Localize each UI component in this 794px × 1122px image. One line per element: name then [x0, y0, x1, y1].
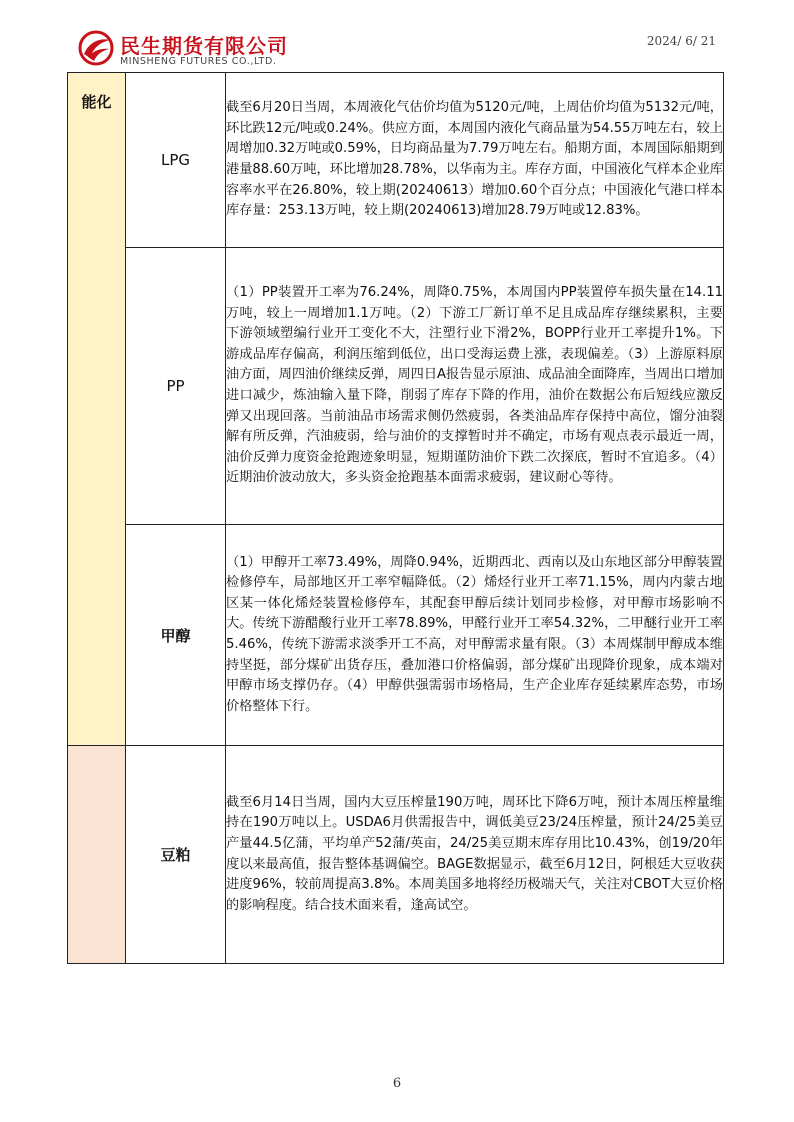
page-number: 6 — [392, 1076, 402, 1091]
analysis-text-soymeal: 截至6月14日当周，国内大豆压榨量190万吨，周环比下降6万吨，预计本周压榨量维持在190万吨以上。USDA6月供需报告中，调低美豆23/24压榨量，预计24/25美豆产量44.5亿蒲，平均单产52蒲/英亩，24/25美豆期末库存用比10.43%，创19/20年度以来最高值，报告整体基调偏空。BAGE数据显示，截至6月12日，阿根廷大豆收获进度96%，较前周提高3.8%。本周美国多地将经历极端天气，关注对CBOT大豆价格的影响程度。结合技术面来看，逢高试空。 — [226, 746, 724, 964]
company-name-en: MINSHENG FUTURES CO.,LTD. — [120, 56, 277, 67]
product-cell-methanol: 甲醇 — [126, 525, 226, 746]
table-row — [68, 248, 724, 525]
analysis-text-methanol: （1）甲醇开工率73.49%，周降0.94%，近期西北、西南以及山东地区部分甲醇装置检修停车，局部地区开工率窄幅降低。（2）烯烃行业开工率71.15%，周内内蒙古地区某一体化烯烃装置检修停车，其配套甲醇后续计划同步检修，对甲醇市场影响不大。传统下游醋酸行业开工率78.89%，甲醛行业开工率54.32%，二甲醚行业开工率5.46%，传统下游需求淡季开工不高，对甲醇需求量有限。（3）本周煤制甲醇成本维持坚挺，部分煤矿出货存压，叠加港口价格偏弱，部分煤矿出现降价现象，成本端对甲醇市场支撑仍存。（4）甲醇供强需弱市场格局，生产企业库存延续累库态势，市场价格整体下行。 — [226, 525, 724, 746]
table-row — [68, 746, 724, 964]
product-cell-pp: PP — [126, 248, 226, 525]
minsheng-logo-icon — [78, 30, 114, 66]
table-row — [68, 73, 724, 248]
product-cell-lpg: LPG — [126, 73, 226, 248]
report-date: 2024/ 6/ 21 — [646, 34, 716, 48]
product-cell-soymeal: 豆粕 — [126, 746, 226, 964]
analysis-text-lpg: 截至6月20日当周，本周液化气估价均值为5120元/吨，上周估价均值为5132元/吨，环比跌12元/吨或0.24%。供应方面，本周国内液化气商品量为54.55万吨左右，较上周增加0.32万吨或0.59%，日均商品量为7.79万吨左右。船期方面，本周国际船期到港量88.60万吨，环比增加28.78%，以华南为主。库存方面，中国液化气样本企业库容率水平在26.80%，较上期(20240613）增加0.60个百分点；中国液化气港口样本库存量：253.13万吨，较上期(20240613)增加28.79万吨或12.83%。 — [226, 73, 724, 248]
analysis-text-pp: （1）PP装置开工率为76.24%，周降0.75%，本周国内PP装置停车损失量在14.11万吨，较上一周增加1.1万吨。（2）下游工厂新订单不足且成品库存继续累积，主要下游领域塑编行业开工变化不大，注塑行业下滑2%，BOPP行业开工率提升1%。下游成品库存偏高，利润压缩到低位，出口受海运费上涨，表现偏差。（3）上游原料原油方面，周四油价继续反弹，周四日A报告显示原油、成品油全面降库，当周出口增加进口减少，炼油输入量下降，削弱了库存下降的作用，油价在数据公布后短线应激反弹又出现回落。当前油品市场需求侧仍然疲弱，各类油品库存保持中高位，馏分油裂解有所反弹，汽油疲弱，给与油价的支撑暂时并不确定，市场有观点表示最近一周，油价反弹力度资金抢跑迹象明显，短期谨防油价下跌二次探底，暂时不宜追多。（4）近期油价波动放大，多头资金抢跑基本面需求疲弱，建议耐心等待。 — [226, 248, 724, 525]
page-header — [0, 0, 794, 72]
company-name-cn: 民生期货有限公司 — [120, 34, 288, 58]
category-cell-energy: 能化 — [68, 73, 126, 746]
category-cell-soymeal-group — [68, 746, 126, 964]
commodity-analysis-table — [67, 72, 724, 964]
table-row — [68, 525, 724, 746]
